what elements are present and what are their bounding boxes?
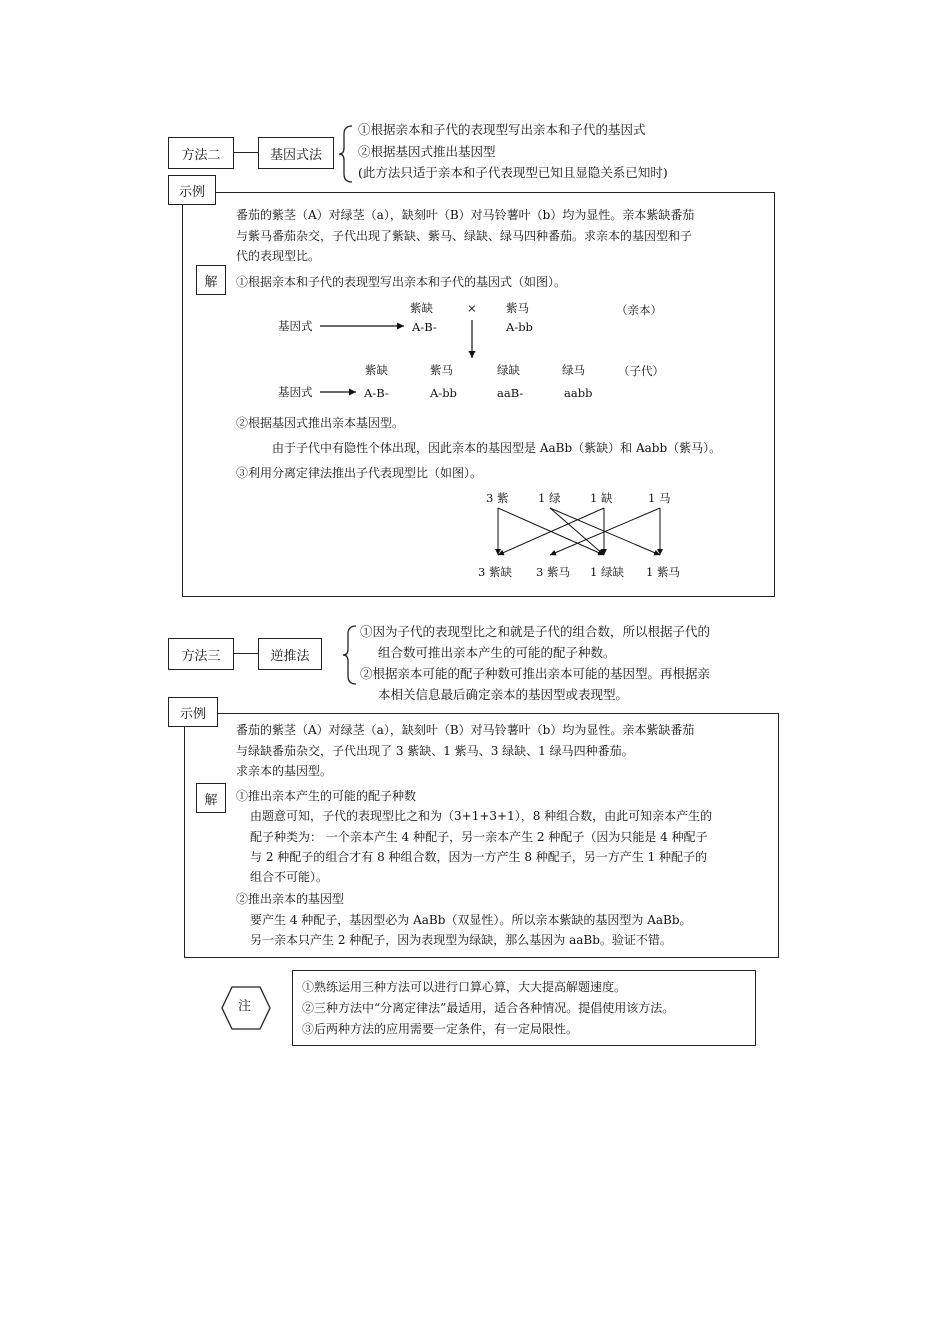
method2-problem-line-1: 番茄的紫茎（A）对绿茎（a），缺刻叶（B）对马铃薯叶（b）均为显性。亲本紫缺番茄 (236, 208, 695, 222)
child-name-2: 紫马 (430, 363, 453, 377)
parent-a-gene: A-B- (412, 320, 437, 334)
parent-b-gene: A-bb (506, 320, 533, 334)
ratio-top-4: 1 马 (648, 491, 671, 505)
method2-step2: ②根据基因式推出亲本基因型。 (236, 416, 405, 430)
ratio-bottom-3: 1 绿缺 (590, 565, 624, 579)
method3-step1-line-4: 组合不可能）。 (250, 870, 329, 884)
method3-solve-label: 解 (196, 783, 226, 813)
method3-step2: ②推出亲本的基因型 (236, 892, 345, 906)
method3-step1-line-1: 由题意可知，子代的表现型比之和为（3+1+3+1），8 种组合数，由此可知亲本产生的 (250, 809, 713, 823)
cross-symbol: × (467, 301, 477, 315)
parent-note: （亲本） (616, 303, 662, 317)
method2-point-2: ②根据基因式推出基因型 (358, 144, 496, 159)
ratio-bottom-4: 1 紫马 (646, 565, 680, 579)
method2-point-3: (此方法只适于亲本和子代表现型已知且显隐关系已知时) (358, 165, 668, 180)
method3-brace (342, 624, 358, 686)
method2-step2-text: 由于子代中有隐性个体出现，因此亲本的基因型是 AaBb（紫缺）和 Aabb（紫马）。 (272, 441, 722, 455)
ratio-bottom-2: 3 紫马 (536, 565, 570, 579)
child-gene-4: aabb (564, 386, 593, 400)
parent-a-name: 紫缺 (410, 301, 433, 315)
method3-problem-line-1: 番茄的紫茎（A）对绿茎（a），缺刻叶（B）对马铃薯叶（b）均为显性。亲本紫缺番茄 (236, 723, 695, 737)
method2-step1: ①根据亲本和子代的表现型写出亲本和子代的基因式（如图）。 (236, 275, 567, 289)
child-gene-3: aaB- (497, 386, 524, 400)
child-name-4: 绿马 (562, 363, 585, 377)
method3-point-4: 本相关信息最后确定亲本的基因型或表现型。 (378, 687, 629, 702)
method3-problem-line-3: 求亲本的基因型。 (236, 764, 333, 778)
child-gene-2: A-bb (430, 386, 457, 400)
method3-problem-line-2: 与绿缺番茄杂交，子代出现了 3 紫缺、1 紫马、3 绿缺、1 绿马四种番茄。 (236, 744, 634, 758)
method2-problem-line-3: 代的表现型比。 (236, 249, 321, 263)
note-label: 注 (238, 999, 252, 1014)
method2-point-1: ①根据亲本和子代的表现型写出亲本和子代的基因式 (358, 122, 646, 137)
method2-example-label: 示例 (168, 175, 216, 205)
method3-name: 逆推法 (258, 638, 322, 670)
child-gene-1: A-B- (364, 386, 389, 400)
child-label: 基因式 (278, 385, 313, 399)
method3-point-1: ①因为子代的表现型比之和就是子代的组合数，所以根据子代的 (360, 624, 711, 639)
ratio-top-2: 1 绿 (538, 491, 561, 505)
method2-problem-line-2: 与紫马番茄杂交，子代出现了紫缺、紫马、绿缺、绿马四种番茄。求亲本的基因型和子 (236, 229, 693, 243)
method2-label: 方法二 (168, 137, 234, 169)
method3-point-2: 组合数可推出亲本产生的可能的配子种数。 (378, 645, 616, 660)
ratio-cross-lines (0, 0, 950, 600)
method3-step2-line-1: 要产生 4 种配子，基因型必为 AaBb（双显性）。所以亲本紫缺的基因型为 AaBb。 (250, 913, 692, 927)
method3-step2-line-2: 另一亲本只产生 2 种配子，因为表现型为绿缺，那么基因为 aaBb。验证不错。 (250, 933, 672, 947)
method3-step1-line-2: 配子种类为： 一个亲本产生 4 种配子，另一亲本产生 2 种配子（因为只能是 4 种配子 (250, 830, 708, 844)
method3-label: 方法三 (168, 638, 234, 670)
method3-step1-line-3: 与 2 种配子的组合才有 8 种组合数，因为一方产生 8 种配子，另一方产生 1 种配子的 (250, 850, 708, 864)
parent-label: 基因式 (278, 319, 313, 333)
ratio-top-1: 3 紫 (486, 491, 509, 505)
method2-step3: ③利用分离定律法推出子代表现型比（如图）。 (236, 466, 483, 480)
child-name-1: 紫缺 (365, 363, 388, 377)
method3-connector (234, 653, 258, 654)
child-note: （子代） (618, 364, 664, 378)
method2-name: 基因式法 (258, 137, 334, 169)
method3-point-3: ②根据亲本可能的配子种数可推出亲本可能的基因型。再根据亲 (360, 666, 711, 681)
child-name-3: 绿缺 (497, 363, 520, 377)
method3-example-label: 示例 (168, 697, 218, 727)
note-line-2: ②三种方法中“分离定律法”最适用，适合各种情况。提倡使用该方法。 (302, 1001, 675, 1015)
ratio-top-3: 1 缺 (590, 491, 613, 505)
note-line-3: ③后两种方法的应用需要一定条件，有一定局限性。 (302, 1022, 579, 1036)
note-line-1: ①熟练运用三种方法可以进行口算心算，大大提高解题速度。 (302, 980, 627, 994)
method2-solve-label: 解 (196, 265, 226, 295)
parent-b-name: 紫马 (506, 301, 529, 315)
method3-step1: ①推出亲本产生的可能的配子种数 (236, 789, 417, 803)
ratio-bottom-1: 3 紫缺 (478, 565, 512, 579)
